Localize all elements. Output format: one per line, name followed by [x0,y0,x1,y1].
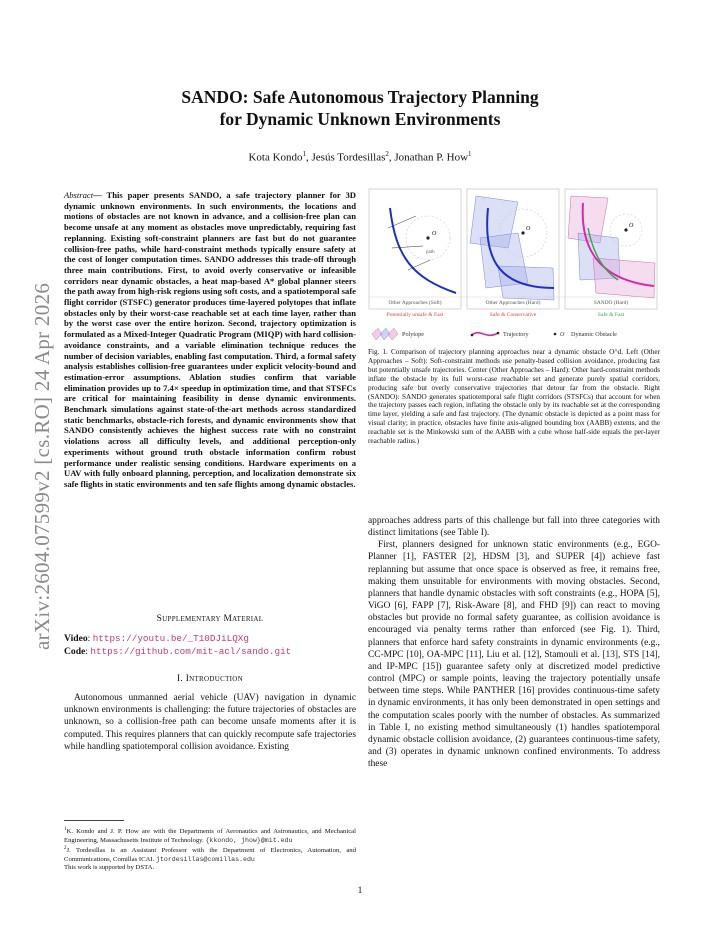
code-label: Code [64,646,86,657]
panel-hard-label: Other Approaches (Hard) [485,300,541,306]
video-link[interactable]: https://youtu.be/_T10DJiLQXg [92,633,249,644]
code-link[interactable]: https://github.com/mit-acl/sando.git [90,646,292,657]
footnote-2-email: jtordesillas@comillas.edu [155,855,255,863]
figure-legend [372,328,617,340]
panel-hard-subtitle: Safe & Conservative [489,312,537,318]
panel-soft [388,208,456,293]
author-affiliation: 2 [385,150,389,158]
path-label: path [426,250,435,255]
panel-soft-label: Other Approaches (Soft) [388,300,442,306]
footnotes: $^1$K. Kondo and J. P. How are with the Departments of Aeronautics and Astronautics, and Mechanical Engineering, Massachusetts Institute of Technology. {kkondo, jhow}@mit.edu $^2$J. Tordesillas is an Assistant Professor with the Department of Electronics, Automation, and Communications, Comillas ICAI. jtordesillas@comillas.edu This work is supported by DSTA. [64,827,356,872]
author-list: Kota Kondo$^1$, Jesús Tordesillas$^2$, Jonathan P. How$^1$ [248,150,472,164]
legend-obstacle-symbol: O [560,332,565,338]
abstract [64,190,356,490]
paper-title [0,86,720,130]
arxiv-sidebar [26,180,56,650]
author-affiliation: 1 [468,150,472,158]
introduction-heading: I. Introduction [177,674,243,684]
figure-1 [368,188,658,343]
trajectory-swatch [472,333,498,336]
panel-hard [470,196,554,300]
footnote-rule [64,820,124,821]
panel-sando-label: SANDO (Hard) [593,300,629,306]
footnote-1: K. Kondo and J. P. How are with the Departments of Aeronautics and Astronautics, and Mechanical Engineering, Massachusetts Institute of Technology. [64,828,356,844]
footnote-2: J. Tordesillas is an Assistant Professor with the Department of Electronics, Automation, and Communications, Comillas ICAI. [64,847,356,863]
legend-polytope: Polytope [402,331,425,338]
obstacle-point [426,236,429,239]
video-label: Video [64,633,88,644]
supplementary-heading: Supplementary Material [156,614,264,624]
author-name: Jesús Tordesillas [311,151,386,164]
footnote-1-email: {kkondo, jhow}@mit.edu [205,836,293,844]
obstacle-label: O [629,223,634,229]
abstract-lead: Abstract [64,190,94,200]
paragraph: First, planners designed for unknown static environments (e.g., EGO-Planner [1], FASTER [2], HDSM [3], and SUPER [4]) achieve fast replanning but assume that once space is observed as free, it remains free, making them unsuitable for environments with moving obstacles. Second, planners that handle dynamic obstacles with soft constraints (e.g., HOPA [5], ViGO [6], FAPP [7], Risk-Aware [8], and FHD [9]) can react to moving obstacles but provide no formal safety guarantee, as collision avoidance is encouraged via penalty terms rather than enforced (see Fig. 1). Third, planners that enforce hard safety constraints in dynamic environments (e.g., CC-MPC [10], OA-MPC [11], Liu et al. [12], Stamouli et al. [13], STS [14], and IP-MPC [15]) guarantee safety only at discretized model predictive control (MPC) or sample points, leaving the trajectory potentially unsafe between time steps. While PANTHER [16] provides continuous-time safety in dynamic environments, it has only been demonstrated in open settings and the computation scales poorly with the number of obstacles. As summarized in Table I, no existing method simultaneously (1) handles spatiotemporal dynamic obstacle collision avoidance, (2) guarantees continuous-time safety, and (3) operates in dynamic unknown confined environments. To address these [368,540,660,770]
introduction-text: Autonomous unmanned aerial vehicle (UAV) navigation in dynamic unknown environments is challenging: the future trajectories of obstacles are unknown, so a collision-free path can become unsafe moments after it is computed. This requires planners that can quickly recompute safe trajectories while handling spatiotemporal collision avoidance. Existing [64,693,356,752]
abstract-text: — This paper presents SANDO, a safe trajectory planner for 3D dynamic unknown environments. In such environments, the locations and motions of obstacles are not known in advance, and a collision-free plan can become unsafe at any moment as obstacles move unpredictably, requiring fast replanning. Existing soft-constraint planners are fast but do not guarantee collision-free paths, while hard-constraint methods typically ensure safety at the cost of longer computation times. SANDO addresses this trade-off through three main contributions. First, to avoid overly conservative or infeasible corridors near dynamic obstacles, a heat map-based A* global planner steers the path away from high-risk regions using soft costs, and a spatiotemporal safe flight corridor (STSFC) generator produces time-layered polytopes that inflate obstacles only by their worst-case reachable set at each time layer, rather than by the worst case over the entire horizon. Second, trajectory optimization is formulated as a Mixed-Integer Quadratic Program (MIQP) with hard collision-avoidance constraints, and a variable elimination technique reduces the number of decision variables, enabling fast computation. Third, a formal safety analysis establishes collision-free guarantees under explicit velocity-bound and estimation-error assumptions. Ablation studies confirm that variable elimination provides up to 7.4× speedup in optimization time, and that STSFCs are critical for maintaining feasibility in dense dynamic environments. Benchmark simulations against state-of-the-art methods across standardized static benchmarks, obstacle-rich forests, and dynamic environments show that SANDO consistently achieves the highest success rate with no constraint violations across all difficulty levels, and additional perception-only experiments without ground truth obstacle information confirm robust performance under realistic sensing conditions. Hardware experiments on a UAV with fully onboard planning, perception, and localization demonstrate six safe flights in static environments and ten safe flights among dynamic obstacles. [64,190,356,489]
right-column-text [368,515,660,770]
panel-sando-subtitle: Safe & Fast [597,312,625,318]
panel-soft-subtitle: Potentially unsafe & Fast [386,312,444,318]
legend-obstacle: Dynamic Obstacle [571,331,617,338]
panel-sando [568,196,655,298]
obstacle-label: O [432,231,437,237]
title-line-1: SANDO: Safe Autonomous Trajectory Planning [181,87,539,107]
page-number: 1 [357,886,363,896]
obstacle-point [624,228,627,231]
supplementary-links: Video: https://youtu.be/_T10DJiLQXg Code: https://github.com/mit-acl/sando.git [64,633,292,657]
author-name: Kota Kondo [248,151,303,164]
footnote-3: This work is supported by DSTA. [64,864,155,872]
legend-trajectory: Trajectory [503,331,529,338]
figure-caption: Fig. 1. Comparison of trajectory planning approaches near a dynamic obstacle O^d. Left (Other Approaches – Soft): Soft-constraint methods use penalty-based collision avoidance, producing fast but potentially unsafe trajectories. Center (Other Approaches – Hard): Other hard-constraint methods inflate the obstacle by its full worst-case reachable set and generate purely spatial corridors, producing safe but overly conservative trajectories that detour far from the obstacle. Right (SANDO): SANDO generates spatiotemporal safe flight corridors (STSFCs) that account for when the trajectory passes each region, inflating the obstacle only by its reachable set at the corresponding time layer, yielding a safe and fast trajectory. (The dynamic obstacle is depicted as a point mass for visual clarity; in practice, obstacles have finite axis-aligned bounding box (AABB) extents, and the reachable set is the Minkowski sum of the AABB with a cube whose half-side equals the per-layer reachable radius.) [368,348,660,446]
obstacle-label: O [526,226,531,232]
obstacle-point [521,231,524,234]
paragraph: approaches address parts of this challenge but fall into three categories with distinct limitations (see Table I). [368,516,660,539]
title-line-2: for Dynamic Unknown Environments [219,109,501,129]
obstacle-swatch [554,333,557,336]
author-affiliation: 1 [302,150,307,158]
author-name: Jonathan P. How [394,151,469,164]
panel-soft-frame [369,189,461,309]
arxiv-id-stamp: arXiv:2604.07599v2 [cs.RO] 24 Apr 2026 [30,282,54,650]
